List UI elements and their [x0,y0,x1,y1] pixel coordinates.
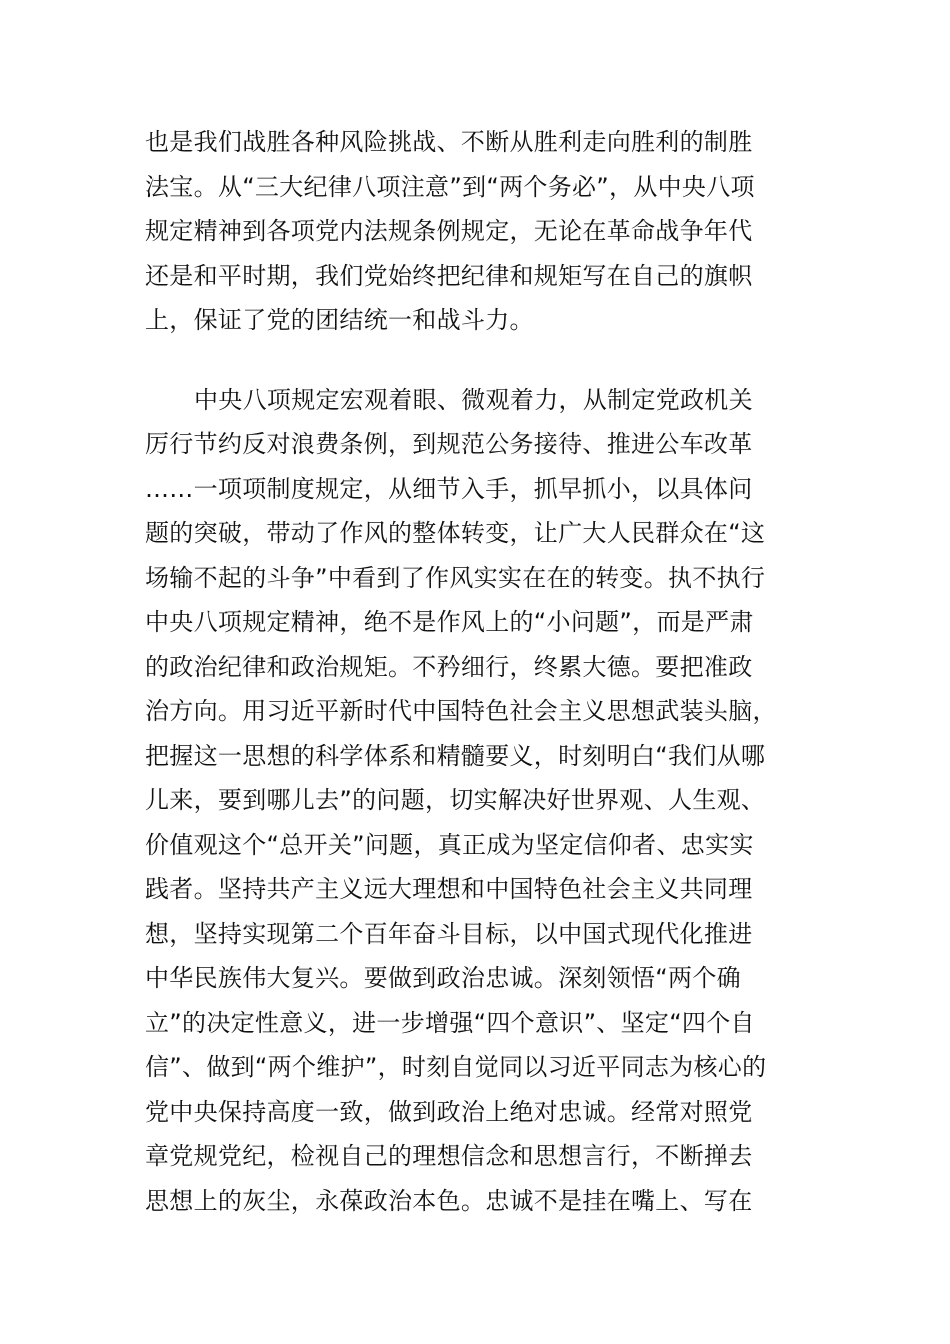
text-line: 法宝。从“三大纪律八项注意”到“两个务必”，从中央八项 [145,172,755,201]
text-line: 思想上的灰尘，永葆政治本色。忠诚不是挂在嘴上、写在 [145,1186,753,1215]
text-line: 也是我们战胜各种风险挑战、不断从胜利走向胜利的制胜 [145,128,753,156]
text-line: 章党规党纪，检视自己的理想信念和思想言行，不断掸去 [145,1142,753,1170]
text-line: 规定精神到各项党内法规条例规定，无论在革命战争年代 [145,217,753,245]
text-line: 厉行节约反对浪费条例，到规范公务接待、推进公车改革 [145,430,753,458]
text-line: 场输不起的斗争”中看到了作风实实在在的转变。执不执行 [145,563,766,592]
text-line: ……一项项制度规定，从细节入手，抓早抓小，以具体问 [145,474,753,503]
text-line: 价值观这个“总开关”问题，真正成为坚定信仰者、忠实实 [145,830,754,859]
text-line: 想，坚持实现第二个百年奋斗目标，以中国式现代化推进 [145,919,753,948]
text-line: 上，保证了党的团结统一和战斗力。 [145,306,534,334]
text-line: 把握这一思想的科学体系和精髓要义，时刻明白“我们从哪 [145,741,766,770]
text-line: 儿来，要到哪儿去”的问题，切实解决好世界观、人生观、 [145,786,766,814]
text-line: 立”的决定性意义，进一步增强“四个意识”、坚定“四个自 [145,1008,755,1037]
text-line: 治方向。用习近平新时代中国特色社会主义思想武装头脑， [145,697,777,725]
text-line: 中央八项规定精神，绝不是作风上的“小问题”，而是严肃 [145,608,754,636]
text-line: 的政治纪律和政治规矩。不矜细行，终累大德。要把准政 [145,652,753,681]
text-line: 中华民族伟大复兴。要做到政治忠诚。深刻领悟“两个确 [145,964,741,992]
document-page [145,120,825,1223]
text-line: 还是和平时期，我们党始终把纪律和规矩写在自己的旗帜 [145,261,753,290]
paragraph-1 [145,120,825,343]
text-line: 践者。坚持共产主义远大理想和中国特色社会主义共同理 [145,875,753,903]
text-line: 信”、做到“两个维护”，时刻自觉同以习近平同志为核心的 [145,1053,767,1081]
text-line: 题的突破，带动了作风的整体转变，让广大人民群众在“这 [145,519,766,547]
text-line: 党中央保持高度一致，做到政治上绝对忠诚。经常对照党 [145,1097,753,1126]
paragraph-2 [145,378,825,1224]
text-line: 中央八项规定宏观着眼、微观着力，从制定党政机关 [194,385,753,414]
